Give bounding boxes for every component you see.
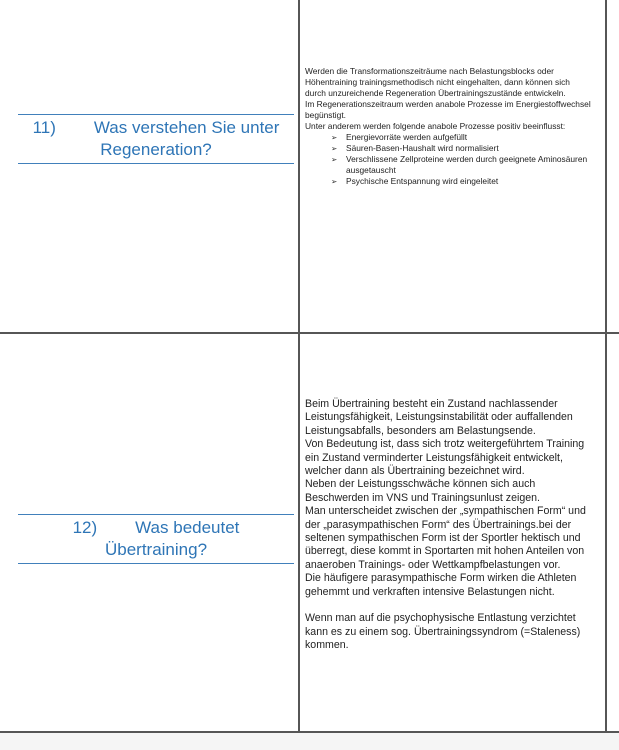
answer-line: Beschwerden im VNS und Trainingsunlust zeigen. xyxy=(305,491,540,504)
answer-line: der „parasympathischen Form“ des Übertrainings.bei der xyxy=(305,518,572,531)
bullet-text: Energievorräte werden aufgefüllt xyxy=(346,132,468,142)
answer-line: Neben der Leistungsschwäche können sich auch xyxy=(305,478,536,491)
answer-line: welcher dann als Übertraining bezeichnet wird. xyxy=(305,465,525,478)
bullet-item xyxy=(305,154,605,176)
question-line-1 xyxy=(18,517,294,539)
page-bottom-gap xyxy=(0,733,619,750)
row-divider-line xyxy=(0,332,619,334)
answer-line: Höhentraining trainingsmethodisch nicht eingehalten, dann können sich xyxy=(305,77,570,87)
answer-paragraph-2 xyxy=(305,612,605,652)
answer-line: durch unzureichende Regeneration Übertrainingszustände entwickeln. xyxy=(305,88,566,98)
bullet-item xyxy=(305,132,605,143)
question-number: 12) xyxy=(72,518,98,537)
arrow-bullet-icon: ➢ xyxy=(331,177,338,186)
answer-line: Leistungsfähigkeit, Leistungsinstabilität oder auffallenden xyxy=(305,411,573,424)
answer-line: ein Zustand verminderter Leistungsfähigkeit entwickelt, xyxy=(305,451,563,464)
table-divider-vertical xyxy=(298,0,300,733)
answer-line: Von Bedeutung ist, dass sich trotz weitergeführtem Training xyxy=(305,438,585,451)
answer-block-11 xyxy=(305,66,605,187)
answer-line: Leistungsabfalls, besonders am Belastungsende. xyxy=(305,424,536,437)
answer-line: Unter anderem werden folgende anabole Prozesse positiv beeinflusst: xyxy=(305,121,566,131)
answer-paragraph-1 xyxy=(305,398,605,599)
question-text: Was bedeutet xyxy=(135,518,240,537)
question-text-line-2: Regeneration? xyxy=(100,140,212,159)
answer-line: kann es zu einem sog. Übertrainingssyndrom (=Staleness) xyxy=(305,625,581,638)
answer-line: Die häufigere parasympathische Form wirken die Athleten xyxy=(305,572,577,585)
question-block-12 xyxy=(18,514,294,564)
answer-line: gehemmt und verkraften intensive Belastungen nicht. xyxy=(305,585,555,598)
table-border-right xyxy=(605,0,607,733)
question-text-line-2: Übertraining? xyxy=(104,540,208,559)
answer-line: seltenen sympathischen Form ist der Sportler hektisch und xyxy=(305,532,581,545)
answer-block-12 xyxy=(305,398,605,653)
question-line-1 xyxy=(18,117,294,139)
paragraph-gap xyxy=(305,599,605,612)
answer-line: Wenn man auf die psychophysische Entlastung verzichtet xyxy=(305,612,576,625)
answer-line: Werden die Transformationszeiträume nach Belastungsblocks oder xyxy=(305,66,554,76)
answer-intro-lines xyxy=(305,66,605,132)
answer-line: überregt, diese kommt in Sportarten mit hohen Anteilen von xyxy=(305,545,585,558)
arrow-bullet-icon: ➢ xyxy=(331,133,338,142)
bullet-text: Verschlissene Zellproteine werden durch geeignete Aminosäuren ausgetauscht xyxy=(346,154,588,175)
answer-line: anaeroben Trainings- oder Wettkampfbelastungen vor. xyxy=(305,558,561,571)
bullet-list xyxy=(305,132,605,187)
answer-line: kommen. xyxy=(305,639,349,652)
bullet-text: Säuren-Basen-Haushalt wird normalisiert xyxy=(346,143,499,153)
bullet-text: Psychische Entspannung wird eingeleitet xyxy=(346,176,499,186)
bullet-item xyxy=(305,143,605,154)
arrow-bullet-icon: ➢ xyxy=(331,155,338,164)
answer-line: Beim Übertraining besteht ein Zustand nachlassender xyxy=(305,398,558,410)
question-number: 11) xyxy=(32,118,56,137)
question-text: Was verstehen Sie unter xyxy=(93,118,280,137)
answer-line: begünstigt. xyxy=(305,110,346,120)
question-block-11 xyxy=(18,114,294,164)
arrow-bullet-icon: ➢ xyxy=(331,144,338,153)
answer-line: Man unterscheidet zwischen der „sympathischen Form“ und xyxy=(305,505,586,518)
answer-line: Im Regenerationszeitraum werden anabole Prozesse im Energiestoffwechsel xyxy=(305,99,591,109)
bullet-item xyxy=(305,176,605,187)
